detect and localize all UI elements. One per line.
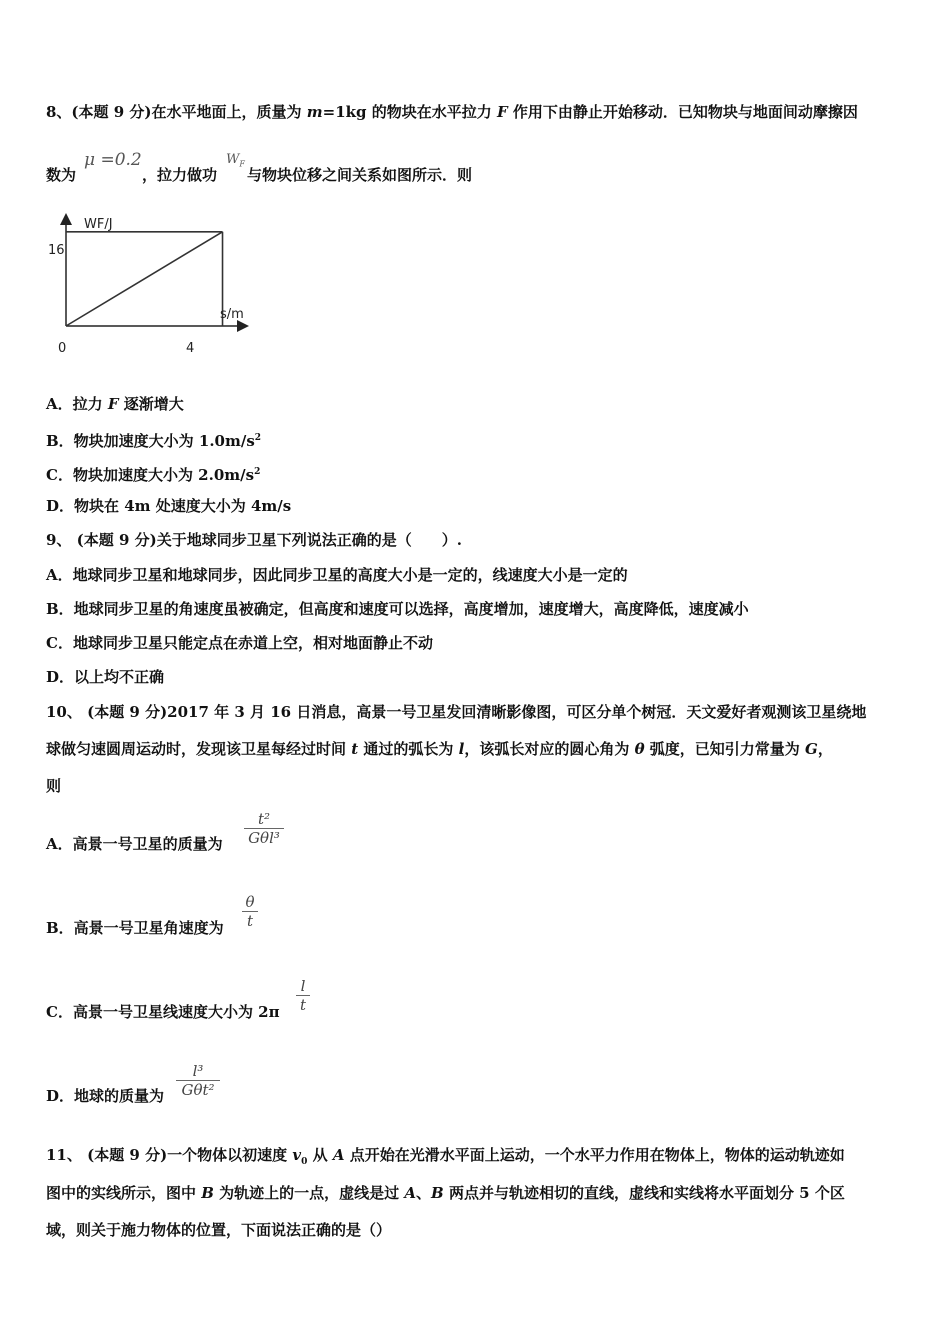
q8-option-b-text: B．物块加速度大小为 1.0m/s <box>46 432 255 450</box>
q9-option-d[interactable]: D．以上均不正确 <box>46 668 165 686</box>
q8-option-b-sup: 2 <box>254 433 262 443</box>
q8-wf-symbol <box>226 152 245 169</box>
fraction-numerator: θ <box>245 893 255 911</box>
q10-text: 弧度，已知引力常量为 <box>644 740 806 758</box>
q8-text: 作用下由静止开始移动．已知物块与地面间动摩擦因 <box>507 103 858 121</box>
q10-text: 球做匀速圆周运动时，发现该卫星每经过时间 <box>46 740 352 758</box>
q10-symbol-t: t <box>351 740 359 758</box>
series-line-0 <box>66 232 223 326</box>
q10-text: 通过的弧长为 <box>358 740 459 758</box>
q8-force-symbol: F <box>496 103 508 121</box>
q11-text: 两点并与轨迹相切的直线，虚线和实线将水平面划分 5 个区 <box>443 1184 845 1202</box>
q8-text: 与物块位移之间关系如图所示．则 <box>247 166 473 184</box>
q10-option-a[interactable]: A．高景一号卫星的质量为 <box>46 835 223 853</box>
q8-text: =1kg 的物块在水平拉力 <box>322 103 497 121</box>
q11-text: 为轨迹上的一点，虚线是过 <box>213 1184 405 1202</box>
q8-option-c[interactable] <box>46 462 260 485</box>
fraction-denominator: Gθt² <box>181 1081 215 1099</box>
x-axis-label: s/m <box>220 307 244 322</box>
q11-stem-line1 <box>46 1145 845 1172</box>
q11-symbol-a: A <box>332 1146 345 1164</box>
q8-wf-sub: F <box>239 159 245 169</box>
q9-option-a[interactable]: A．地球同步卫星和地球同步，因此同步卫星的高度大小是一定的，线速度大小是一定的 <box>46 566 628 584</box>
fraction-numerator: l³ <box>192 1062 204 1080</box>
q10-stem-line3: 则 <box>46 777 62 795</box>
fraction-denominator: t <box>246 912 254 930</box>
q8-mass-symbol: m <box>306 103 323 121</box>
q8-option-a-symbol: F <box>107 395 119 413</box>
q8-stem-line2b <box>142 165 217 185</box>
fraction-numerator: l <box>300 977 306 995</box>
q11-symbol-b2: B <box>431 1184 444 1202</box>
q10-stem-line2 <box>46 739 833 759</box>
q8-text: ，拉力做功 <box>142 166 218 184</box>
q11-symbol-v-sub: 0 <box>301 1157 308 1167</box>
y-tick-16: 16 <box>48 243 65 258</box>
q10-stem-line1: 10、 (本题 9 分)2017 年 3 月 16 日消息，高景一号卫星发回清晰影像图，可区分单个树冠．天文爱好者观测该卫星绕地 <box>46 703 867 721</box>
q11-symbol-b: B <box>201 1184 214 1202</box>
x-tick-0: 0 <box>58 341 67 356</box>
q8-mu-formula: μ =0.2 <box>84 150 142 170</box>
x-tick-4: 4 <box>186 341 195 356</box>
q10-option-b[interactable]: B．高景一号卫星角速度为 <box>46 919 224 937</box>
q8-text: 8、(本题 9 分)在水平地面上，质量为 <box>46 103 307 121</box>
q11-text: 点开始在光滑水平面上运动，一个水平力作用在物体上，物体的运动轨迹如 <box>344 1146 845 1164</box>
q10-symbol-theta: θ <box>634 740 645 758</box>
q8-option-a[interactable] <box>46 394 184 414</box>
q8-text: 数为 <box>46 166 77 184</box>
q8-wf-letter: W <box>226 152 240 167</box>
q8-stem-line2 <box>46 165 76 185</box>
q10-option-d-fraction <box>176 1062 220 1099</box>
q8-option-d[interactable]: D．物块在 4m 处速度大小为 4m/s <box>46 497 292 515</box>
q11-stem-line2 <box>46 1183 845 1203</box>
q10-symbol-l: l <box>458 740 465 758</box>
q10-text: ，该弧长对应的圆心角为 <box>464 740 635 758</box>
q11-stem-line3: 域，则关于施力物体的位置，下面说法正确的是（） <box>46 1221 392 1239</box>
q8-stem-line2c <box>247 165 472 185</box>
q11-symbol-a2: A <box>404 1184 417 1202</box>
fraction-numerator: t² <box>257 810 271 828</box>
q11-text: 图中的实线所示，图中 <box>46 1184 202 1202</box>
q8-stem-line1 <box>46 102 858 122</box>
q8-option-a-text: A．拉力 <box>46 395 108 413</box>
q10-symbol-g: G <box>805 740 818 758</box>
q8-option-c-text: C．物块加速度大小为 2.0m/s <box>46 466 255 484</box>
q10-text: ， <box>817 740 833 758</box>
fraction-denominator: t <box>299 996 307 1014</box>
q8-option-a-text2: 逐渐增大 <box>118 395 184 413</box>
q9-option-b[interactable]: B．地球同步卫星的角速度虽被确定，但高度和速度可以选择，高度增加，速度增大，高度降低，速度减小 <box>46 600 749 618</box>
q10-option-c-fraction <box>296 977 310 1014</box>
q10-option-d[interactable]: D．地球的质量为 <box>46 1087 165 1105</box>
q10-option-c[interactable]: C．高景一号卫星线速度大小为 2π <box>46 1003 280 1021</box>
q8-option-c-sup: 2 <box>254 467 261 477</box>
q8-option-b[interactable] <box>46 428 261 451</box>
q10-option-a-fraction <box>244 810 284 847</box>
q11-text: 11、 (本题 9 分)一个物体以初速度 <box>46 1146 293 1164</box>
q11-text: 、 <box>416 1184 432 1202</box>
q11-text: 从 <box>307 1146 333 1164</box>
q9-option-c[interactable]: C．地球同步卫星只能定点在赤道上空，相对地面静止不动 <box>46 634 433 652</box>
fraction-denominator: Gθl³ <box>248 829 280 847</box>
q11-symbol-v: v <box>292 1146 302 1164</box>
y-axis-label: WF/J <box>84 217 113 232</box>
q9-stem: 9、 (本题 9 分)关于地球同步卫星下列说法正确的是（ ）. <box>46 531 462 549</box>
q10-option-b-fraction <box>242 893 258 930</box>
q8-work-displacement-graph <box>40 210 270 360</box>
